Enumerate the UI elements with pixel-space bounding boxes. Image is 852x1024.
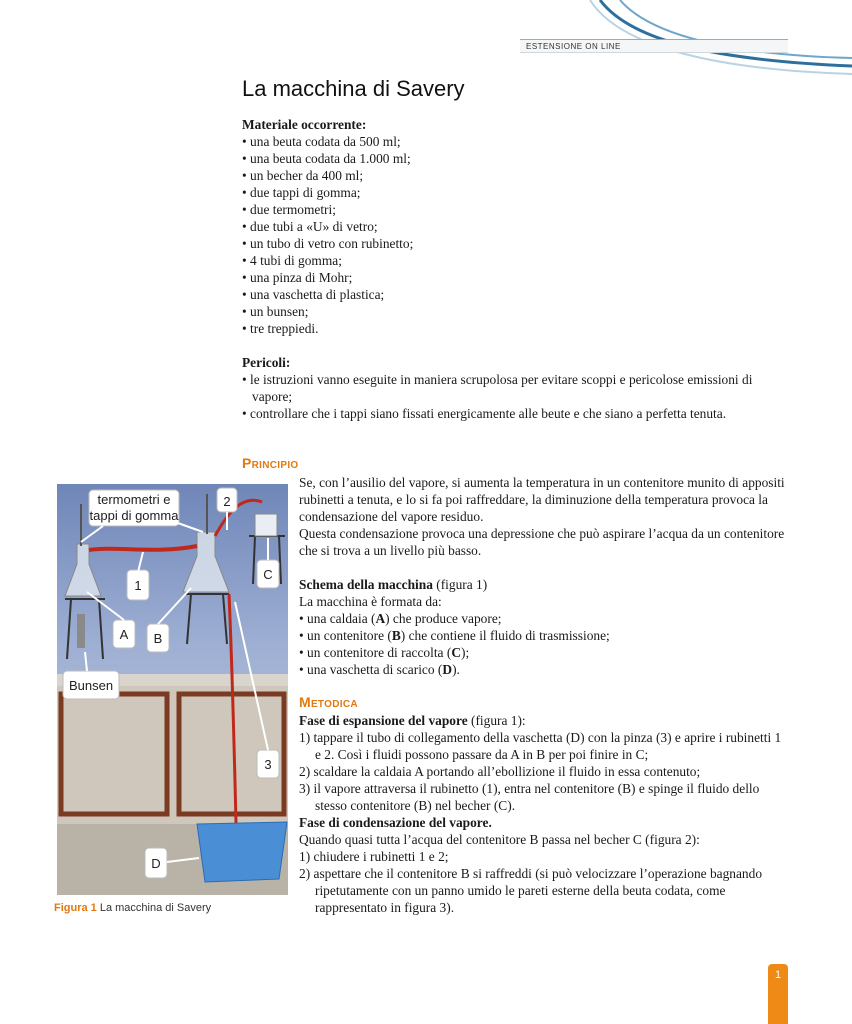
principle-paragraph: Se, con l’ausilio del vapore, si aumenta la temperatura in un contenitore munito di appositi rubinetti a tenuta, e lo si fa poi raffreddare, la diminuzione della temperatura provoca la condensazione del vapore residuo. (299, 475, 785, 524)
page-number-tab: 1 (768, 964, 788, 1024)
principle-paragraph: Questa condensazione provoca una depressione che può aspirare l’acqua da un contenitore che si trova a un livello più basso. (299, 526, 785, 558)
schema-list (299, 610, 789, 678)
materials-heading: Materiale occorrente: (242, 117, 367, 132)
label-1: 1 (134, 578, 142, 593)
list-item: 2) aspettare che il contenitore B si raffreddi (si può velocizzare l’operazione bagnando ripetutamente con un panno umido le pareti esterne della beuta codata, come rappresentato in figura 3). (299, 866, 763, 915)
list-item: • due termometri; (242, 201, 790, 218)
online-extension-tag: ESTENSIONE ON LINE (520, 39, 788, 53)
label-thermometers-2: tappi di gomma (89, 508, 179, 523)
schema-intro: La macchina è formata da: (299, 594, 442, 609)
list-item: • una beuta codata da 1.000 ml; (242, 150, 790, 167)
materials-section (242, 116, 790, 337)
schema-heading: Schema della macchina (figura 1) (299, 577, 488, 592)
principle-heading: Principio (242, 455, 299, 471)
list-item: • una caldaia (A) che produce vapore; (299, 610, 789, 627)
list-item: • un tubo di vetro con rubinetto; (242, 235, 790, 252)
list-item: • una vaschetta di scarico (D). (299, 661, 789, 678)
list-item: • un bunsen; (242, 303, 790, 320)
list-item: • un contenitore (B) che contiene il fluido di trasmissione; (299, 627, 789, 644)
phase2-heading: Fase di condensazione del vapore. (299, 815, 492, 830)
label-3: 3 (264, 757, 272, 772)
figure-caption: Figura 1 La macchina di Savery (54, 902, 212, 914)
list-item: • una vaschetta di plastica; (242, 286, 790, 303)
materials-list (242, 133, 790, 337)
list-item: 1) chiudere i rubinetti 1 e 2; (299, 849, 449, 864)
label-thermometers-1: termometri e (97, 492, 171, 507)
list-item: 1) tappare il tubo di collegamento della vaschetta (D) con la pinza (3) e aprire i rubinetti 1 e 2. Così i fluidi possono passare da A in B per poi finire in C; (299, 730, 782, 762)
label-d: D (151, 856, 161, 871)
list-item: • un becher da 400 ml; (242, 167, 790, 184)
phase1-steps (299, 729, 789, 814)
list-item: • controllare che i tappi siano fissati energicamente alle beute e che siano a perfetta tenuta. (242, 405, 790, 422)
label-b: B (153, 631, 163, 646)
label-a: A (119, 627, 129, 642)
dangers-list (242, 371, 790, 422)
figure-savery-machine-photo (57, 484, 288, 895)
method-section (299, 712, 789, 916)
phase1-heading: Fase di espansione del vapore (figura 1): (299, 713, 526, 728)
list-item: • due tubi a «U» di vetro; (242, 218, 790, 235)
label-2: 2 (223, 494, 231, 509)
list-item: • 4 tubi di gomma; (242, 252, 790, 269)
list-item: • tre treppiedi. (242, 320, 790, 337)
list-item: 3) il vapore attraversa il rubinetto (1), entra nel contenitore (B) e spinge il fluido dello stesso contenitore (B) nel becher (C). (299, 781, 760, 813)
dangers-section (242, 354, 790, 422)
label-c: C (263, 567, 273, 582)
list-item: • un contenitore di raccolta (C); (299, 644, 789, 661)
phase2-intro: Quando quasi tutta l’acqua del contenitore B passa nel becher C (figura 2): (299, 832, 700, 847)
list-item: • una beuta codata da 500 ml; (242, 133, 790, 150)
dangers-heading: Pericoli: (242, 355, 291, 370)
list-item: • le istruzioni vanno eseguite in maniera scrupolosa per evitare scoppi e pericolose emissioni di vapore; (242, 371, 790, 405)
phase2-steps (299, 848, 789, 916)
method-heading: Metodica (299, 694, 358, 710)
list-item: • una pinza di Mohr; (242, 269, 790, 286)
label-bunsen: Bunsen (68, 678, 114, 693)
list-item: 2) scaldare la caldaia A portando all’ebollizione il fluido in essa contenuto; (299, 764, 701, 779)
page-title: La macchina di Savery (242, 76, 465, 101)
list-item: • due tappi di gomma; (242, 184, 790, 201)
principle-section (299, 474, 789, 678)
